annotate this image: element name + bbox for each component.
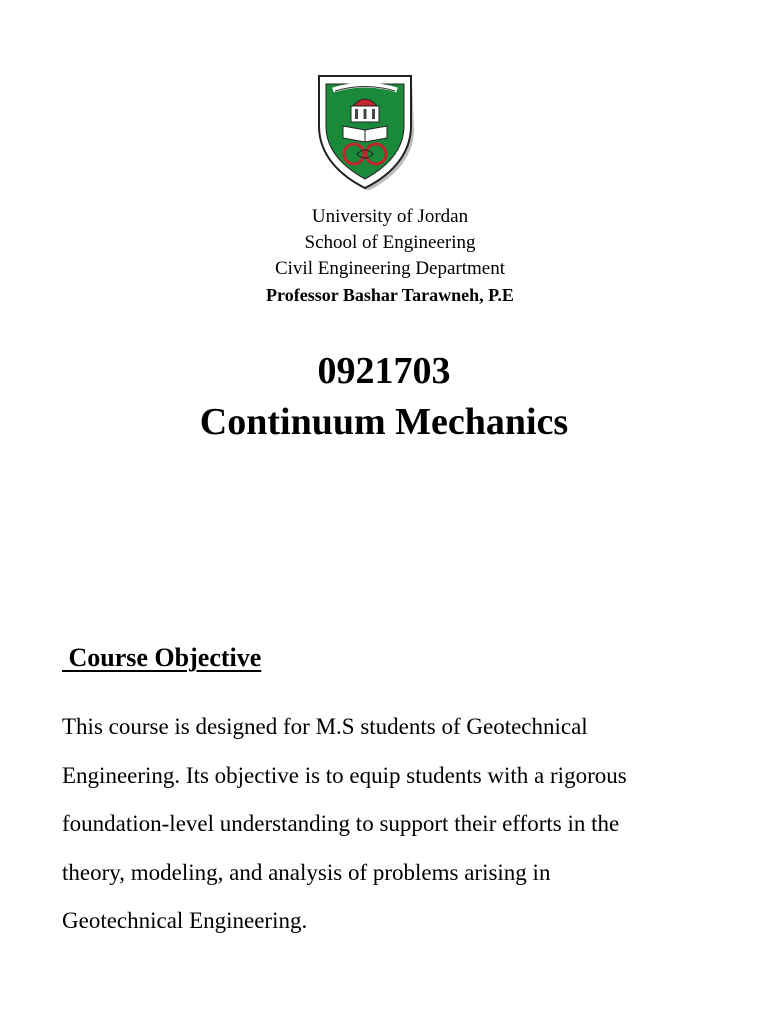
crest-icon	[313, 68, 417, 190]
course-title-block	[0, 346, 768, 448]
school-name: School of Engineering	[304, 232, 476, 253]
paragraph-line: Engineering. Its objective is to equip students with a rigorous	[62, 762, 627, 788]
course-code: 0921703	[317, 350, 451, 392]
paragraph-line: This course is designed for M.S students of Geotechnical	[62, 714, 588, 739]
institution-block	[0, 204, 768, 308]
paragraph-line: theory, modeling, and analysis of problems arising in	[62, 859, 551, 885]
professor-name: Professor Bashar Tarawneh, P.E	[266, 285, 514, 305]
paragraph-line: Geotechnical Engineering.	[62, 908, 308, 933]
department-name: Civil Engineering Department	[274, 258, 506, 279]
course-objective-heading: Course Objective	[62, 643, 262, 672]
paragraph-line: foundation-level understanding to support their efforts in the	[62, 811, 620, 836]
course-objective-paragraph	[62, 703, 732, 946]
university-name: University of Jordan	[311, 206, 469, 227]
university-crest-logo	[313, 68, 417, 190]
course-name: Continuum Mechanics	[199, 401, 569, 443]
